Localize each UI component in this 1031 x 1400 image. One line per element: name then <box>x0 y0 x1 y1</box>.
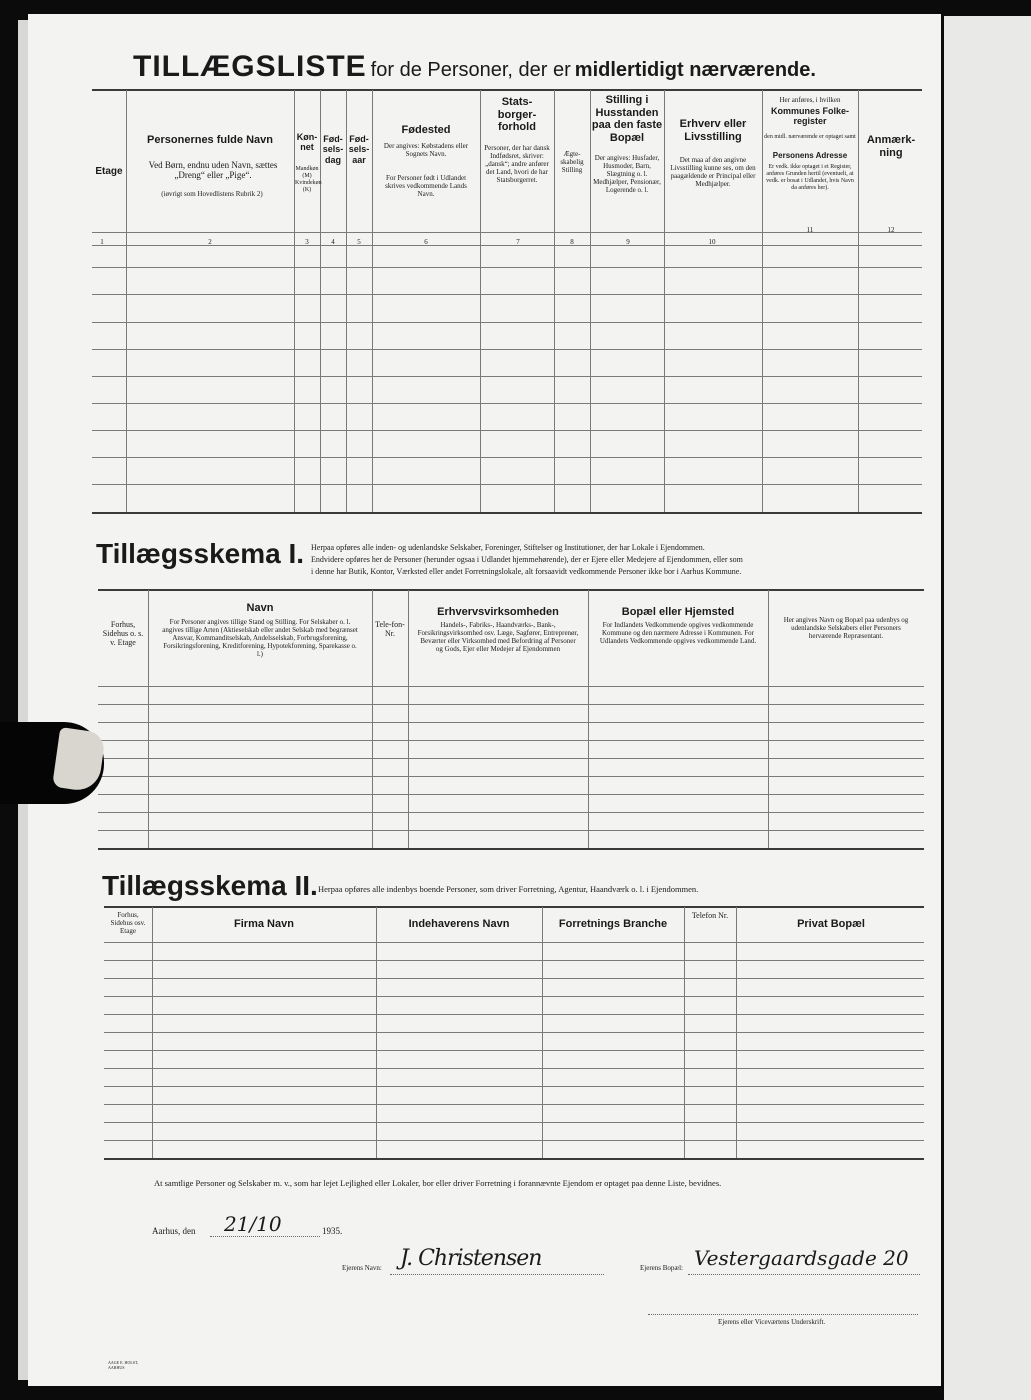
schema1-col-navn: Navn <box>246 602 274 614</box>
title-emphasis: midlertidigt nærværende. <box>574 59 816 81</box>
col-number: 2 <box>208 238 212 246</box>
col-number: 8 <box>570 238 574 246</box>
schema1-col-forhus: Forhus, Sidehus o. s. v. Etage <box>102 620 144 648</box>
schema2-title: Tillægsskema II. <box>102 870 318 901</box>
date-handwritten: 21/10 <box>224 1212 282 1236</box>
col-register-sub: den midl. nærværende er optaget samt <box>764 134 856 140</box>
col-navn-sub: Ved Børn, endnu uden Navn, sættes „Dreng“ eller „Pige“. <box>148 160 278 181</box>
schema2-col-firma: Firma Navn <box>234 918 294 930</box>
col-erhverv-sub: Det maa af den angivne Livsstilling kunne ses, om den paagældende er Principal eller Medhjælper. <box>670 156 756 189</box>
col-number: 12 <box>887 226 895 234</box>
col-number: 1 <box>100 238 104 246</box>
schema1-col-erhverv-sub: Handels-, Fabriks-, Haandværks-, Bank-, Forsikringsvirksomhed osv. Læge, Sagfører, Entreprenør, Beværter eller Virksomhed med Befordring af Personer og Gods, Ejer eller Medejer af Ejendommen <box>417 621 579 654</box>
title-main: TILLÆGSLISTE <box>133 50 367 83</box>
schema2-col-branche: Forretnings Branche <box>558 918 668 930</box>
col-number: 3 <box>305 238 309 246</box>
schema2-col-forhus: Forhus, Sidehus osv. Etage <box>110 911 146 936</box>
place-label: Aarhus, den <box>152 1226 196 1236</box>
owner-name-label: Ejerens Navn: <box>342 1264 382 1272</box>
owner-signature: J. Christensen <box>400 1246 542 1271</box>
col-foedested-sub2: For Personer født i Udlandet skrives vedkommende Lands Navn. <box>385 174 467 199</box>
schema1-col-erhverv: Erhvervsvirksomheden <box>437 606 559 618</box>
attestation-text: At samtlige Personer og Selskaber m. v., som har lejet Lejlighed eller Lokaler, bor eller driver Forretning i forannævnte Ejendom er optaget paa denne Liste, bevidnes. <box>154 1178 722 1188</box>
col-number: 11 <box>806 226 814 234</box>
schema2-col-indehaver: Indehaverens Navn <box>408 918 510 930</box>
col-register-sub2: Er vedk. ikke optaget i et Register, anføres Grunden hertil (eventuelt, at vedk. er bosat i Udlandet, hvis Navn da anføres her). <box>766 164 854 191</box>
schema1-intro <box>311 542 925 578</box>
schema1-col-repraesentant: Her angives Navn og Bopæl paa udenbys og udenlandske Selskabers eller Personers herværende Repræsentant. <box>783 616 909 641</box>
owner-address-label: Ejerens Bopæl: <box>640 1264 683 1272</box>
owner-address-handwritten: Vestergaardsgade 20 <box>694 1246 909 1270</box>
col-foedested-sub: Der angives: Købstadens eller Sognets Navn. <box>383 142 469 159</box>
schema1-title: Tillægsskema I. <box>96 538 305 569</box>
col-foedested: Fødested <box>401 124 451 136</box>
col-aegteskab: Ægte-skabelig Stilling <box>560 150 584 175</box>
col-number: 9 <box>626 238 630 246</box>
col-stilling-sub: Der angives: Husfader, Husmoder, Barn, Slægtning o. l. Medhjælper, Pensionær, Logerende o. l. <box>593 154 661 195</box>
schema1-intro-line: Endvidere opføres her de Personer (herunder ogsaa i Udlandet hjemmehørende), der er Ejere eller Medejere af Ejendommen, eller som <box>311 555 743 564</box>
col-etage: Etage <box>95 166 123 177</box>
col-number: 10 <box>708 238 716 246</box>
col-number: 4 <box>331 238 335 246</box>
col-foedselsaar: Fød-sels-aar <box>348 134 370 165</box>
col-foedselsdag: Fød-sels-dag <box>322 134 344 165</box>
schema1-col-telefon: Tele-fon-Nr. <box>375 620 405 639</box>
col-register: Kommunes Folke-register <box>770 106 849 127</box>
col-anmaerkning: Anmærk-ning <box>866 134 916 159</box>
schema2-intro: Herpaa opføres alle indenbys boende Personer, som driver Forretning, Agentur, Haandværk o. l. i Ejendommen. <box>318 884 699 894</box>
col-erhverv: Erhverv eller Livsstilling <box>679 118 747 143</box>
schema1-intro-line: Herpaa opføres alle inden- og udenlandske Selskaber, Foreninger, Stiftelser og Institutioner, der har Lokale i Ejendommen. <box>311 543 705 552</box>
schema2-col-telefon: Telefon Nr. <box>691 911 729 920</box>
col-adresse: Personens Adresse <box>772 151 848 160</box>
col-statsborger-sub: Personer, der har dansk Indfødsret, skriver: „dansk“; andre anfører det Land, hvori de har Statsborgerret. <box>484 144 550 185</box>
schema1-col-bopael-sub: For Indlandets Vedkommende opgives vedkommende Kommune og den nærmere Adresse i Kommunen. For Udlandets Vedkommende opgives vedkommende Land. <box>599 621 757 646</box>
schema1-col-bopael: Bopæl eller Hjemsted <box>621 606 735 618</box>
signature-caption: Ejerens eller Viceværtens Underskrift. <box>718 1318 826 1326</box>
col-navn-sub2: (iøvrigt som Hovedlistens Rubrik 2) <box>161 190 263 198</box>
year-label: 1935. <box>322 1226 343 1236</box>
col-number: 7 <box>516 238 520 246</box>
title-rest: for de Personer, der er <box>370 59 571 81</box>
col-navn: Personernes fulde Navn <box>147 134 273 146</box>
form-sheet <box>28 14 941 1386</box>
schema1-col-navn-sub: For Personer angives tillige Stand og Stilling. For Selskaber o. l. angives tillige Arten (Aktieselskab eller andet Selskab med begrænset Ansvar, Kommanditselskab, Andelsselskab, Forbrugsforening, Forsikringsforening, Kreditforening, Hypotekforening, Sparekasse o. l.) <box>162 618 358 659</box>
form-title <box>133 50 816 84</box>
col-number: 6 <box>424 238 428 246</box>
schema1-intro-line: i denne har Butik, Kontor, Værksted eller andet Forretningslokale, alt forsaavidt vedkommende Personer ikke bor i Aarhus Kommune. <box>311 567 742 576</box>
col-koen-sub: Mandkøn (M) Kvindekøn (K) <box>295 166 322 193</box>
col-statsborger: Stats-borger-forhold <box>497 96 537 134</box>
printer-mark: AAGE E. HOLST, AARHUS <box>108 1360 139 1370</box>
col-register-pre: Her anføres, i hvilken <box>779 96 841 104</box>
col-number: 5 <box>357 238 361 246</box>
adjacent-page <box>944 16 1031 1400</box>
col-koen: Køn-net <box>296 132 318 153</box>
schema2-col-bopael: Privat Bopæl <box>797 918 865 930</box>
col-stilling: Stilling i Husstanden paa den faste Bopæl <box>591 94 663 144</box>
